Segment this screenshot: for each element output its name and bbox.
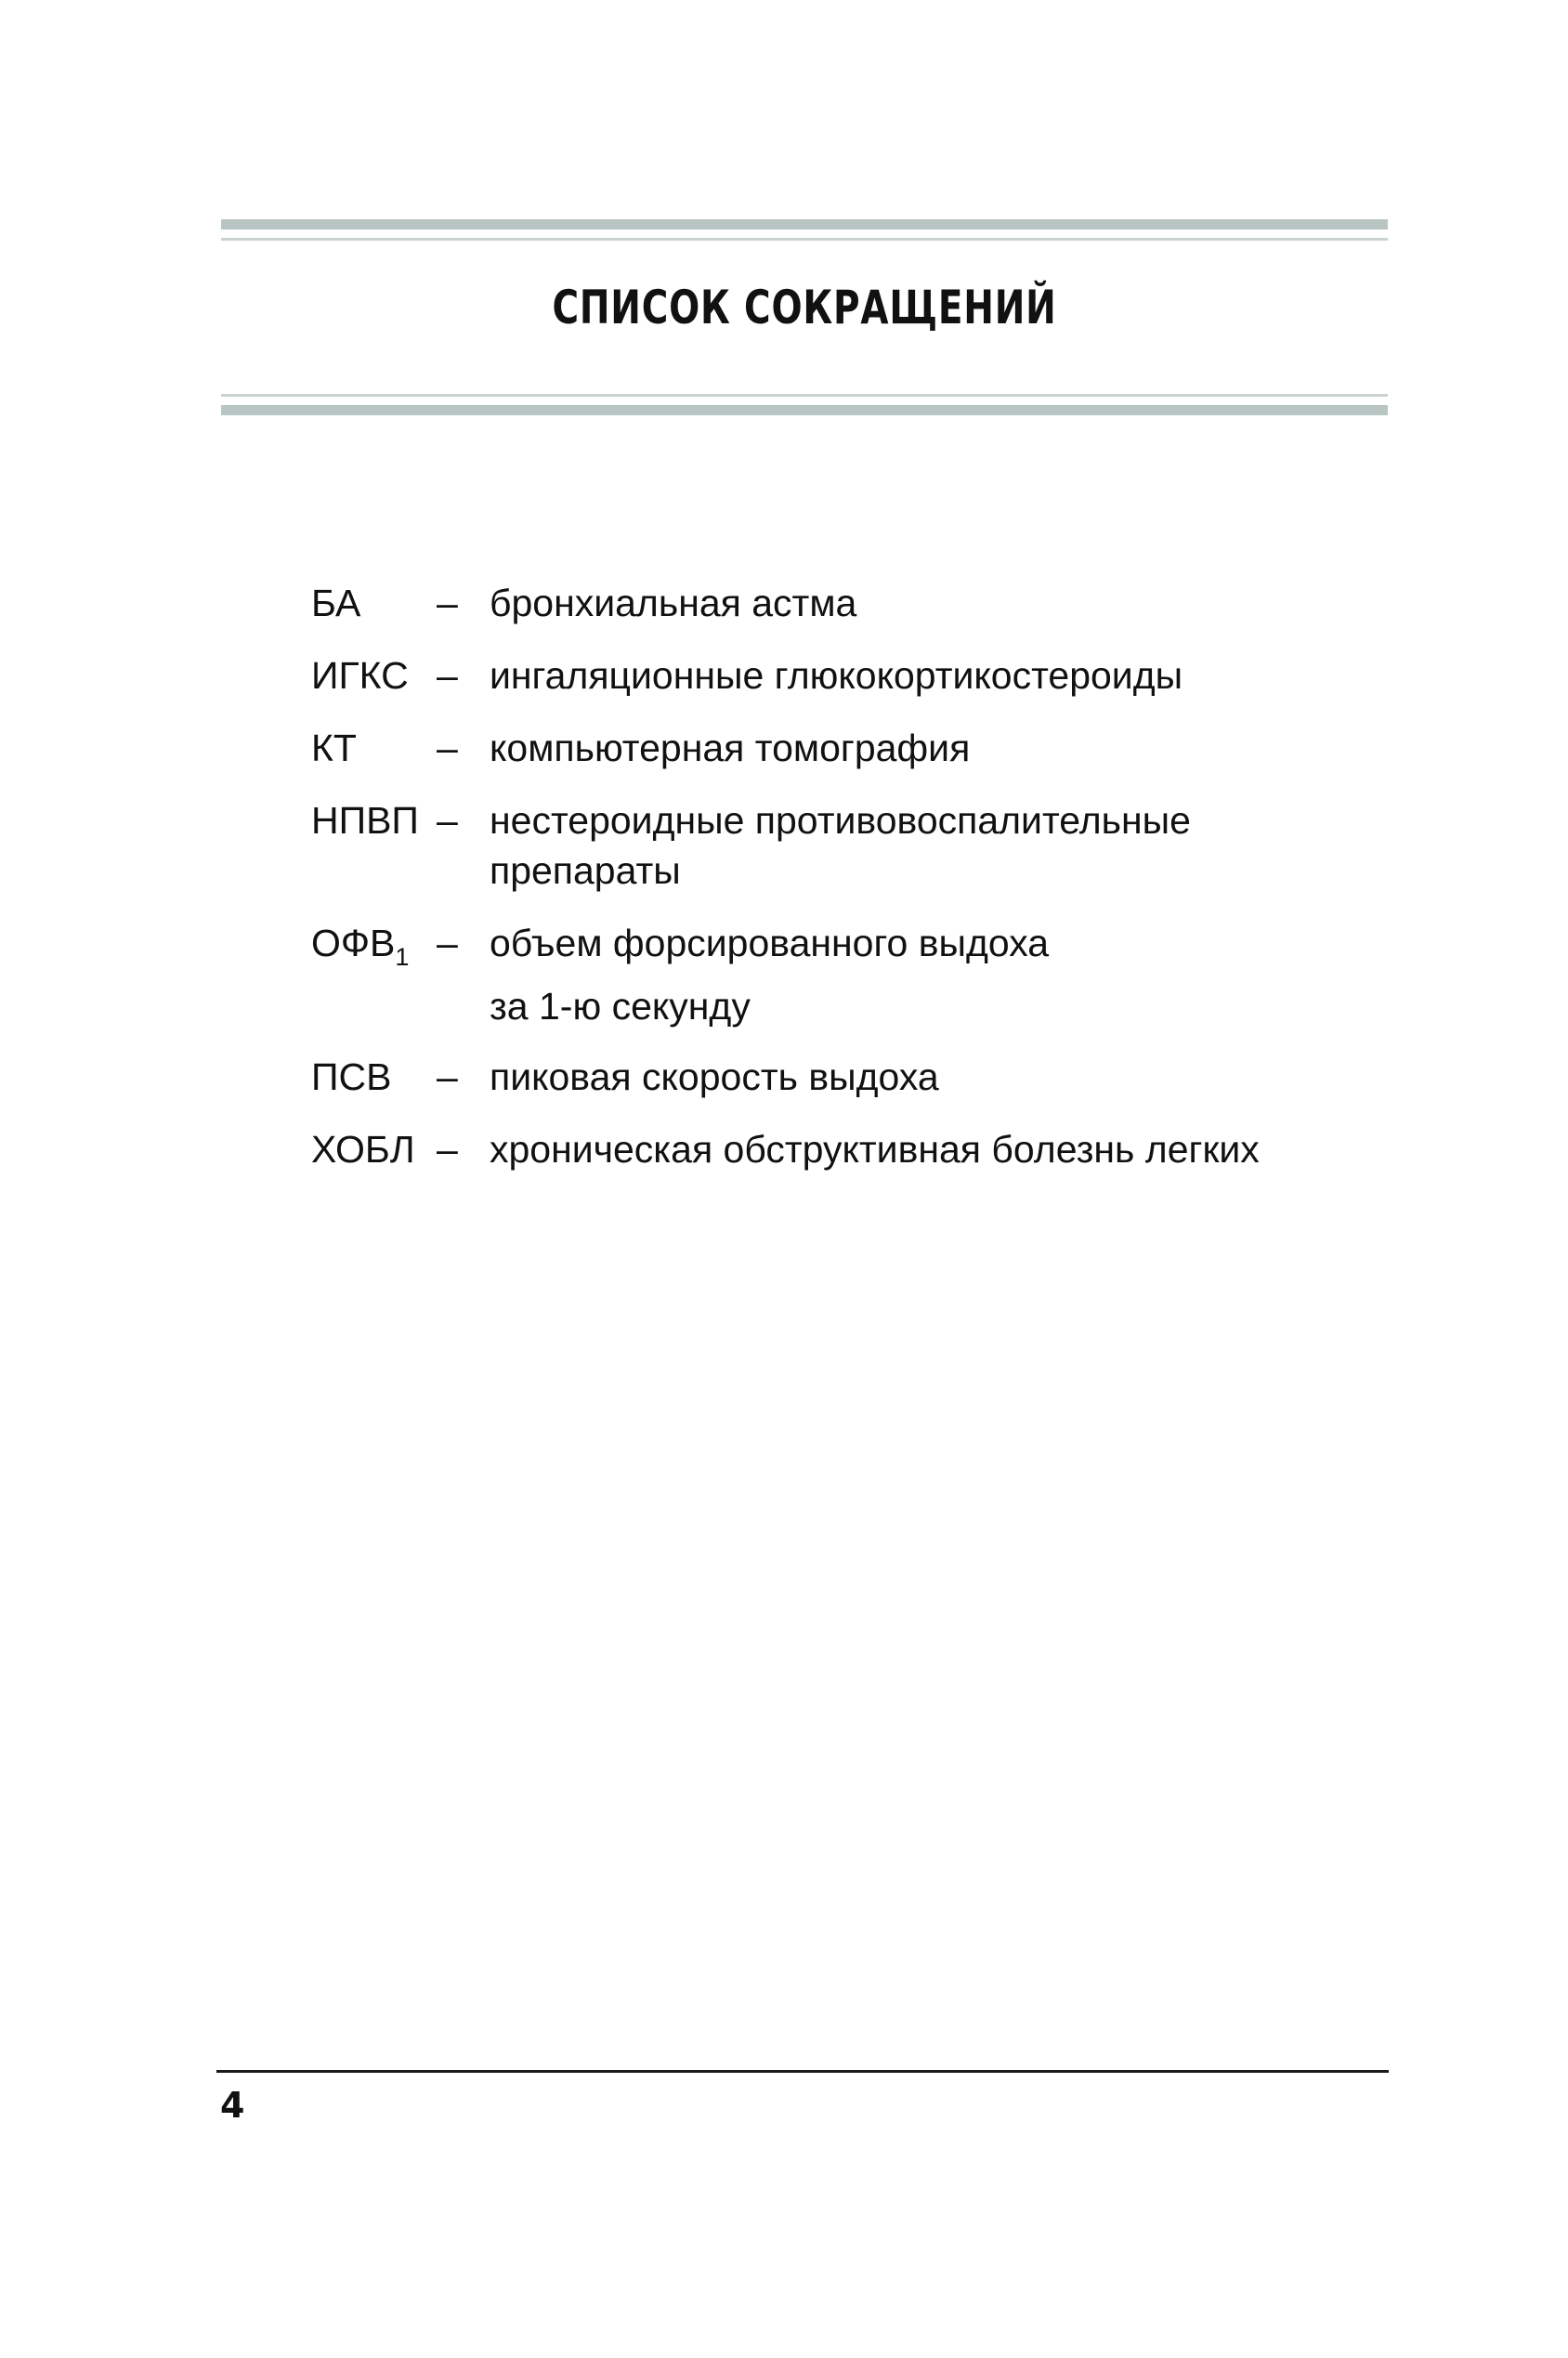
page-number: 4 [220,2085,245,2126]
definition-line: нестероидные противовоспалительные [490,799,1191,842]
abbreviation-term: ИГКС [311,654,409,697]
abbreviation-definition [490,1124,1389,1174]
abbreviation-item [311,1124,1389,1174]
definition-line: пиковая скорость выдоха [490,1055,939,1098]
abbreviation-term-subscript: 1 [395,943,410,971]
abbreviation-term: ПСВ [311,1055,392,1098]
abbreviation-item [311,1052,1389,1102]
abbreviation-definition [490,650,1389,701]
abbreviation-item [311,578,1389,628]
abbreviation-definition [490,918,1389,1031]
definition-line: компьютерная томография [490,727,971,769]
abbreviation-term-base: ОФВ [311,922,396,964]
definition-line: препараты [490,849,681,892]
abbreviation-dash: – [437,1128,458,1171]
abbreviation-term: ХОБЛ [311,1128,415,1171]
abbreviation-dash: – [437,582,458,624]
header-top-rule-thick [221,219,1388,229]
header-bottom-rule-thick [221,405,1388,415]
abbreviation-term: КТ [311,727,357,769]
page-title: СПИСОК СОКРАЩЕНИЙ [552,281,1057,334]
header-bottom-rule-thin [221,394,1388,397]
abbreviation-item [311,650,1389,701]
abbreviation-list [311,578,1389,1197]
abbreviation-item [311,795,1389,896]
definition-line: за 1-ю секунду [490,985,751,1028]
abbreviation-definition [490,795,1389,896]
definition-line: ингаляционные глюкокортикостероиды [490,654,1183,697]
abbreviation-dash: – [437,799,458,842]
definition-line: бронхиальная астма [490,582,857,624]
abbreviation-dash: – [437,1055,458,1098]
abbreviation-definition [490,578,1389,628]
abbreviation-item [311,918,1389,1031]
abbreviation-dash: – [437,727,458,769]
definition-line: объем форсированного выдоха [490,922,1050,964]
abbreviation-dash: – [437,922,458,964]
abbreviation-definition [490,723,1389,773]
abbreviation-term: БА [311,582,361,624]
abbreviation-definition [490,1052,1389,1102]
definition-line: хроническая обструктивная болезнь легких [490,1128,1260,1171]
abbreviation-term [311,918,437,971]
abbreviation-item [311,723,1389,773]
footer-rule [216,2070,1389,2073]
abbreviation-dash: – [437,654,458,697]
abbreviation-term: НПВП [311,799,419,842]
header-top-rule-thin [221,238,1388,241]
